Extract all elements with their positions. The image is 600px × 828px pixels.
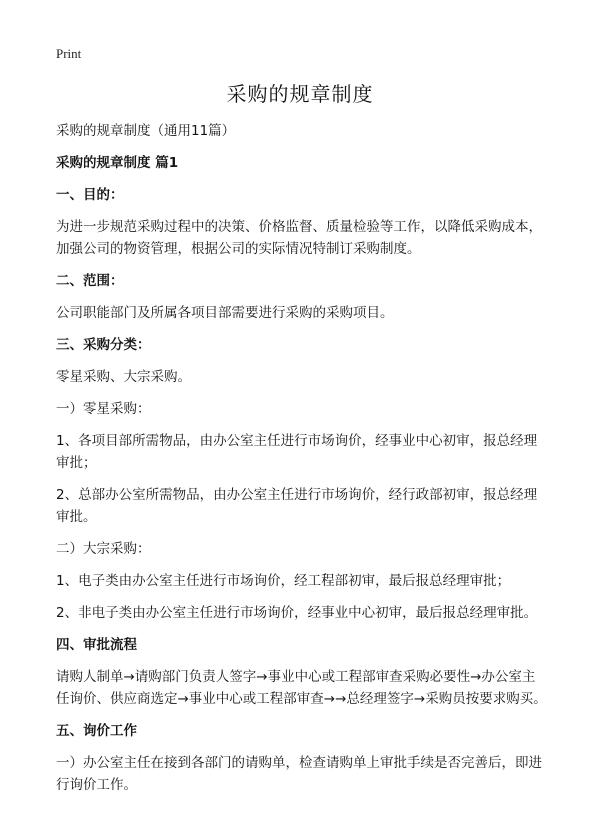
document-title: 采购的规章制度 xyxy=(226,82,374,106)
body-paragraph: 零星采购、大宗采购。 xyxy=(56,369,191,385)
body-paragraph: 2、总部办公室所需物品，由办公室主任进行市场询价，经行政部初审，报总经理审批。 xyxy=(56,487,538,525)
body-paragraph: 1、各项目部所需物品，由办公室主任进行市场询价，经事业中心初审，报总经理审批； xyxy=(56,433,538,471)
section-heading: 三、采购分类： xyxy=(56,337,151,353)
section-heading: 一、目的： xyxy=(56,187,124,203)
body-paragraph: 公司职能部门及所属各项目部需要进行采购的采购项目。 xyxy=(56,305,394,321)
body-paragraph: 1、电子类由办公室主任进行市场询价，经工程部初审，最后报总经理审批； xyxy=(56,573,511,589)
document-body xyxy=(56,120,548,806)
body-paragraph: 请购人制单→请购部门负责人签字→事业中心或工程部审查采购必要性→办公室主任询价、供应商选定→事业中心或工程部审查→→总经理签字→采购员按要求购买。 xyxy=(56,669,547,707)
body-paragraph: 为进一步规范采购过程中的决策、价格监督、质量检验等工作，以降低采购成本，加强公司的物资管理，根据公司的实际情况特制订采购制度。 xyxy=(56,219,542,257)
sub-heading: 二）大宗采购： xyxy=(56,541,151,557)
section-heading: 二、范围： xyxy=(56,273,124,289)
section-heading: 采购的规章制度 篇1 xyxy=(56,155,179,171)
sub-heading: 一）零星采购： xyxy=(56,401,151,417)
body-paragraph: 2、非电子类由办公室主任进行市场询价，经事业中心初审，最后报总经理审批。 xyxy=(56,605,538,621)
section-heading: 四、审批流程 xyxy=(56,637,137,653)
document-subtitle: 采购的规章制度（通用11篇） xyxy=(56,123,236,139)
print-label: Print xyxy=(56,46,82,61)
section-heading: 五、询价工作 xyxy=(56,723,137,739)
body-paragraph: 一）办公室主任在接到各部门的请购单，检查请购单上审批手续是否完善后，即进行询价工作。 xyxy=(56,755,542,793)
